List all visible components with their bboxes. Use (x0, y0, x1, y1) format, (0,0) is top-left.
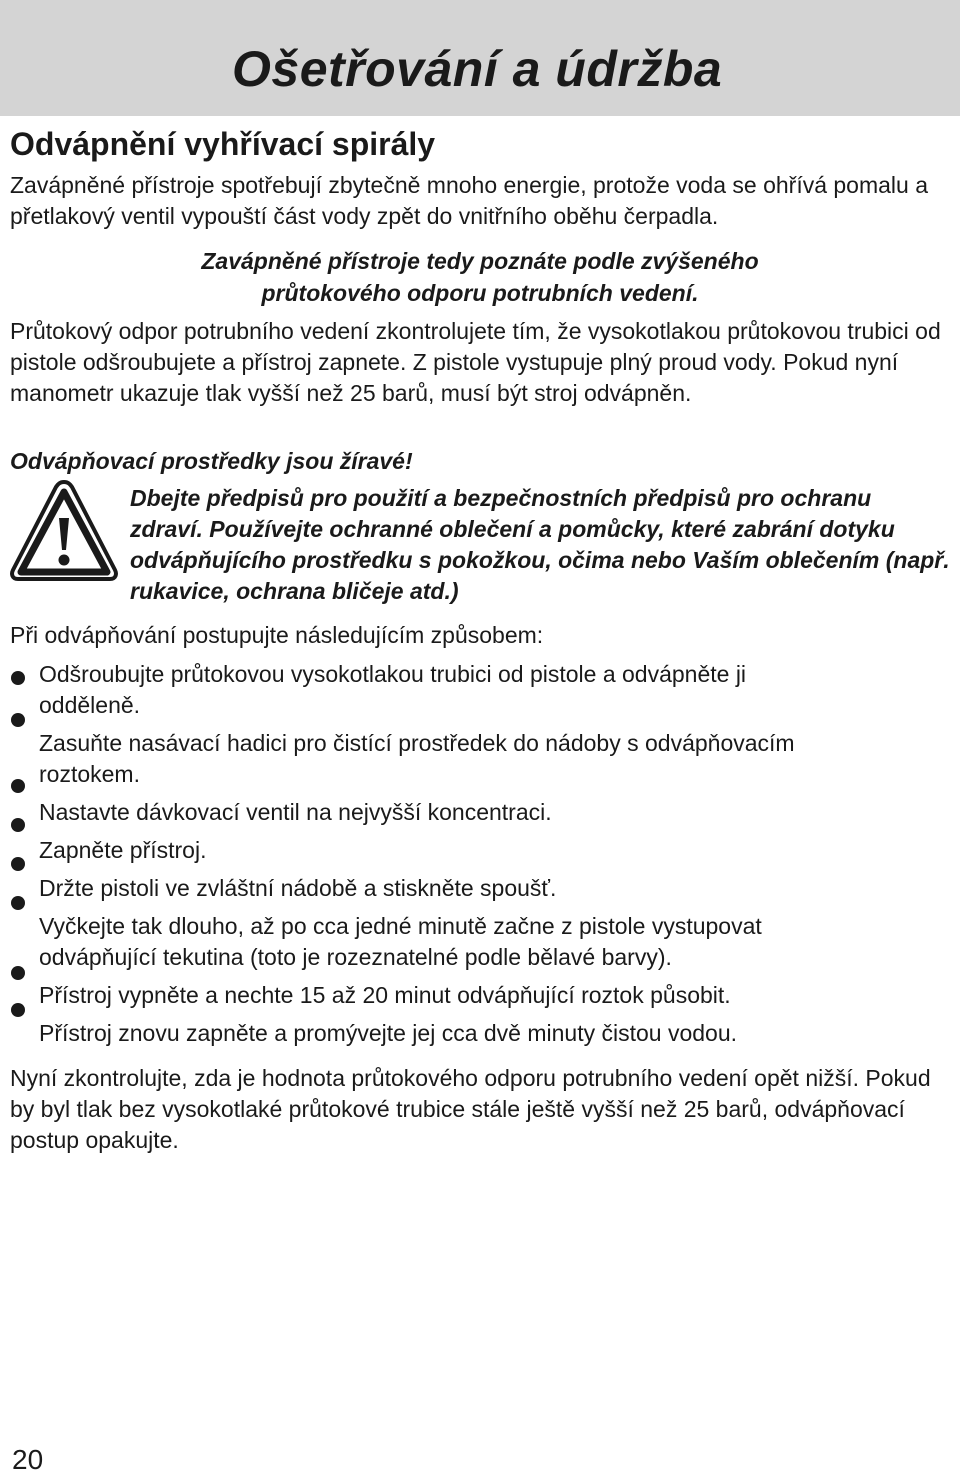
emphasis-line-1: Zavápněné přístroje tedy poznáte podle zvýšeného (201, 248, 759, 274)
step-line: Zasuňte nasávací hadici pro čistící prostředek do nádoby s odvápňovacím (39, 730, 795, 756)
step-line: Zapněte přístroj. (39, 837, 207, 863)
bullet-icon (11, 857, 25, 871)
warning-text: Dbejte předpisů pro použití a bezpečnostních předpisů pro ochranu zdraví. Používejte ochranné oblečení a pomůcky, které zabrání dotyku odvápňujícího prostředku s pokožkou, očima nebo Vaším oblečením (např. rukavice, ochrana bličeje atd.) (130, 485, 950, 604)
step-line: Držte pistoli ve zvláštní nádobě a stiskněte spoušť. (39, 875, 557, 901)
bullet-icon (11, 966, 25, 980)
step-line: roztokem. (39, 761, 140, 787)
bullet-icon (11, 1003, 25, 1017)
intro-paragraph: Zavápněné přístroje spotřebují zbytečně mnoho energie, protože voda se ohřívá pomalu a přetlakový ventil vypouští část vody zpět do vnitřního oběhu čerpadla. (10, 172, 929, 229)
step-line: Nastavte dávkovací ventil na nejvyšší koncentraci. (39, 799, 552, 825)
procedure-intro: Při odvápňování postupujte následujícím způsobem: (10, 622, 544, 648)
step-line: Přístroj vypněte a nechte 15 až 20 minut odvápňující roztok působit. (39, 982, 731, 1008)
step-line: odvápňující tekutina (toto je rozeznatelné podle bělavé barvy). (39, 944, 672, 970)
page-number: 20 (12, 1444, 44, 1475)
bullet-icon (11, 818, 25, 832)
bullet-icon (11, 713, 25, 727)
check-paragraph: Průtokový odpor potrubního vedení zkontrolujete tím, že vysokotlakou průtokovou trubici od pistole odšroubujete a přístroj zapnete. Z pistole vystupuje plný proud vody. Pokud nyní manometr ukazuje tlak vyšší než 25 barů, musí být stroj odvápněn. (10, 318, 941, 406)
step-line: Přístroj znovu zapněte a promývejte jej cca dvě minuty čistou vodou. (39, 1020, 738, 1046)
warning-triangle-icon (8, 478, 120, 584)
emphasis-note (0, 245, 960, 309)
bullet-icon (11, 779, 25, 793)
page-title: Ošetřování a údržba (232, 41, 723, 97)
warning-heading: Odvápňovací prostředky jsou žíravé! (10, 448, 413, 474)
bullet-icon (11, 896, 25, 910)
step-line: Odšroubujte průtokovou vysokotlakou trubici od pistole a odvápněte ji (39, 661, 747, 687)
bullet-icon (11, 671, 25, 685)
step-line: odděleně. (39, 692, 141, 718)
emphasis-line-2: průtokového odporu potrubních vedení. (261, 280, 699, 306)
section-title: Odvápnění vyhřívací spirály (10, 126, 436, 162)
step-line: Vyčkejte tak dlouho, až po cca jedné minutě začne z pistole vystupovat (39, 913, 762, 939)
closing-paragraph: Nyní zkontrolujte, zda je hodnota průtokového odporu potrubního vedení opět nižší. Pokud by byl tlak bez vysokotlaké průtokové trubice stále ještě vyšší než 25 barů, odvápňovací postup opakujte. (10, 1065, 931, 1153)
